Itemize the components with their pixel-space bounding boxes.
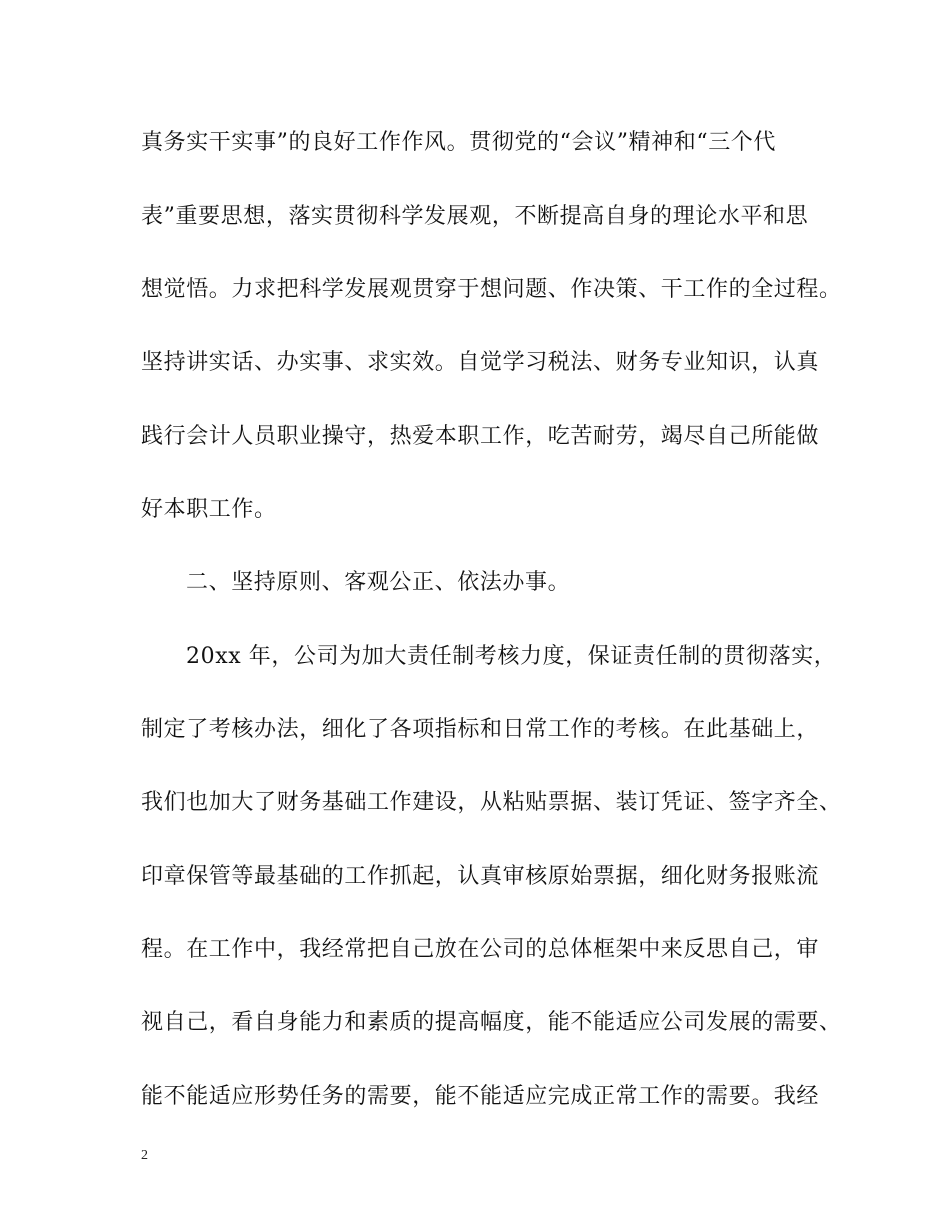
- body-text-line: 我们也加大了财务基础工作建设，从粘贴票据、装订凭证、签字齐全、: [141, 790, 842, 815]
- body-text-line: 视自己，看自身能力和素质的提高幅度，能不能适应公司发展的需要、: [141, 1010, 842, 1035]
- body-text-line: 程。在工作中，我经常把自己放在公司的总体框架中来反思自己，审: [141, 937, 820, 962]
- body-text-line: 真务实干实事”的良好工作作风。贯彻党的“会议”精神和“三个代: [141, 130, 776, 155]
- body-text-line: 印章保管等最基础的工作抓起，认真审核原始票据，细化财务报账流: [141, 864, 820, 889]
- body-text-line: 20xx 年，公司为加大责任制考核力度，保证责任制的贯彻落实，: [186, 644, 837, 669]
- body-text-line: 表”重要思想，落实贯彻科学发展观，不断提高自身的理论水平和思: [141, 204, 809, 229]
- body-text-line: 坚持讲实话、办实事、求实效。自觉学习税法、财务专业知识，认真: [141, 350, 820, 375]
- page-number: 2: [141, 1148, 148, 1163]
- body-text-line: 想觉悟。力求把科学发展观贯穿于想问题、作决策、干工作的全过程。: [141, 277, 842, 302]
- body-text-line: 践行会计人员职业操守，热爱本职工作，吃苦耐劳，竭尽自己所能做: [141, 424, 820, 449]
- body-text-line: 好本职工作。: [141, 497, 277, 522]
- body-text-line: 制定了考核办法，细化了各项指标和日常工作的考核。在此基础上，: [141, 717, 820, 742]
- body-text-line: 能不能适应形势任务的需要，能不能适应完成正常工作的需要。我经: [141, 1084, 820, 1109]
- section-heading: 二、坚持原则、客观公正、依法办事。: [186, 570, 571, 595]
